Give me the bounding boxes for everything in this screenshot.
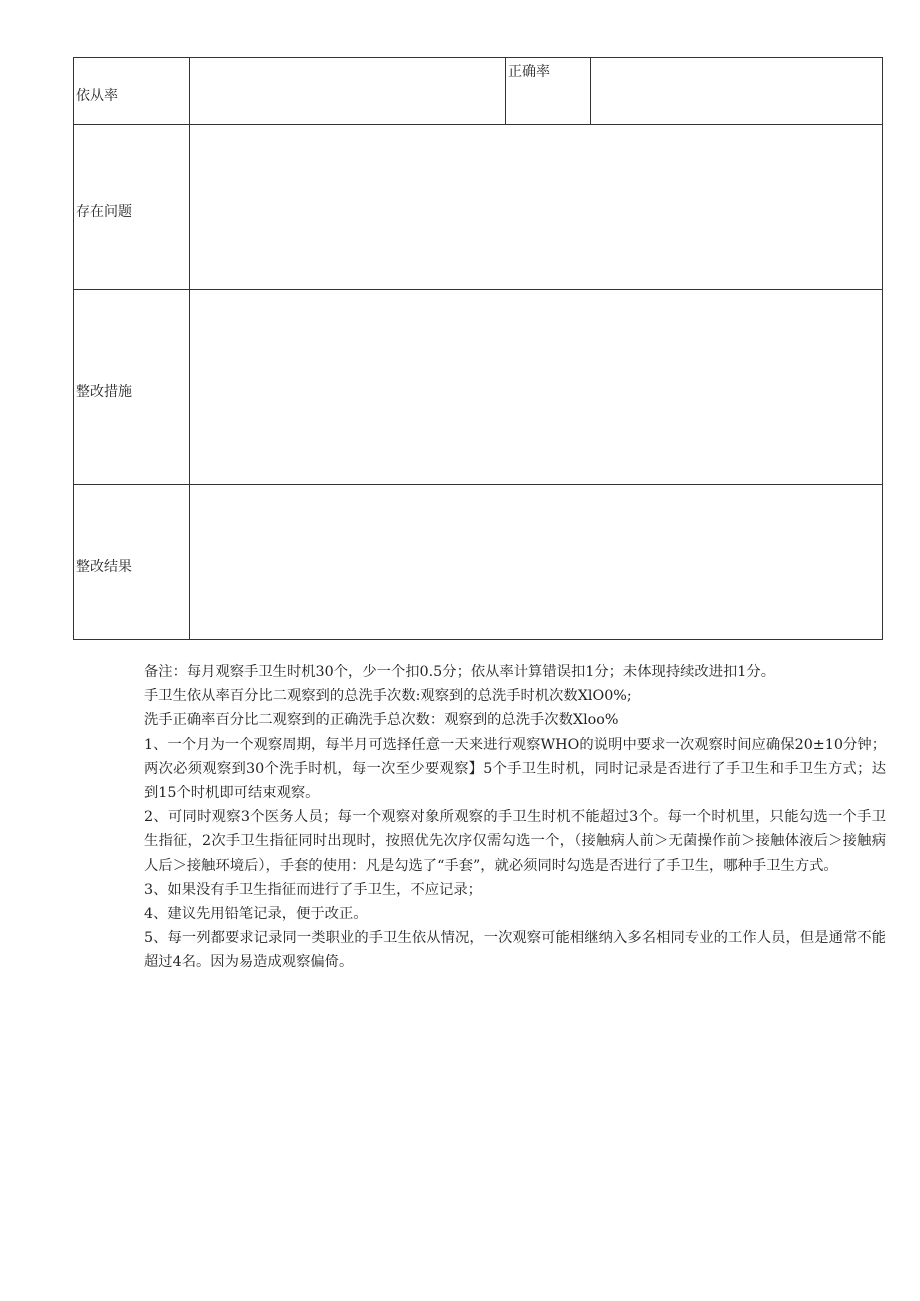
rectification-row bbox=[74, 290, 883, 485]
result-row bbox=[74, 485, 883, 640]
rectification-label: 整改措施 bbox=[76, 384, 132, 400]
note-item-1: 1、一个月为一个观察周期，每半月可选择任意一天来进行观察WHO的说明中要求一次观察时间应确保20±10分钟；两次必须观察到30个洗手时机，每一次至少要观察】5个手卫生时机，同时记录是否进行了手卫生和手卫生方式；达到15个时机即可结束观察。 bbox=[144, 736, 886, 802]
correct-rate-label-cell bbox=[506, 58, 591, 125]
note-item-2: 2、可同时观察3个医务人员；每一个观察对象所观察的手卫生时机不能超过3个。每一个时机里，只能勾选一个手卫生指征，2次手卫生指征同时出现时，按照优先次序仅需勾选一个，（接触病人前＞无菌操作前＞接触体液后＞接触病人后＞接触环境后），手套的使用：凡是勾选了“手套”，就必须同时勾选是否进行了手卫生，哪种手卫生方式。 bbox=[144, 809, 886, 874]
inspection-form-table bbox=[73, 57, 883, 640]
note-item-4: 4、建议先用铅笔记录，便于改正。 bbox=[144, 906, 368, 923]
compliance-row bbox=[74, 58, 883, 125]
correct-rate-label: 正确率 bbox=[508, 64, 550, 80]
compliance-value-cell[interactable] bbox=[190, 58, 506, 125]
problems-label: 存在问题 bbox=[76, 204, 132, 220]
remark-text: 备注：每月观察手卫生时机30个，少一个扣0.5分；依从率计算错误扣1分；未体现持续改进扣1分。 bbox=[144, 664, 775, 680]
formula-correct-text: 洗手正确率百分比二观察到的正确洗手总次数：观察到的总洗手次数Xloo% bbox=[144, 712, 619, 729]
correct-rate-value-cell[interactable] bbox=[591, 58, 883, 125]
problems-row bbox=[74, 125, 883, 290]
note-item-3: 3、如果没有手卫生指征而进行了手卫生，不应记录； bbox=[144, 881, 482, 898]
compliance-label-cell bbox=[74, 58, 190, 125]
problems-label-cell bbox=[74, 125, 190, 290]
problems-content-cell[interactable] bbox=[190, 125, 883, 290]
rectification-label-cell bbox=[74, 290, 190, 485]
note-item-5: 5、每一列都要求记录同一类职业的手卫生依从情况，一次观察可能相继纳入多名相同专业的工作人员，但是通常不能超过4名。因为易造成观察偏倚。 bbox=[144, 930, 886, 971]
result-content-cell[interactable] bbox=[190, 485, 883, 640]
result-label: 整改结果 bbox=[76, 559, 132, 575]
compliance-label: 依从率 bbox=[76, 88, 118, 104]
formula-compliance-text: 手卫生依从率百分比二观察到的总洗手次数:观察到的总洗手时机次数XlO0%; bbox=[144, 688, 632, 705]
result-label-cell bbox=[74, 485, 190, 640]
notes-section bbox=[144, 660, 886, 975]
rectification-content-cell[interactable] bbox=[190, 290, 883, 485]
